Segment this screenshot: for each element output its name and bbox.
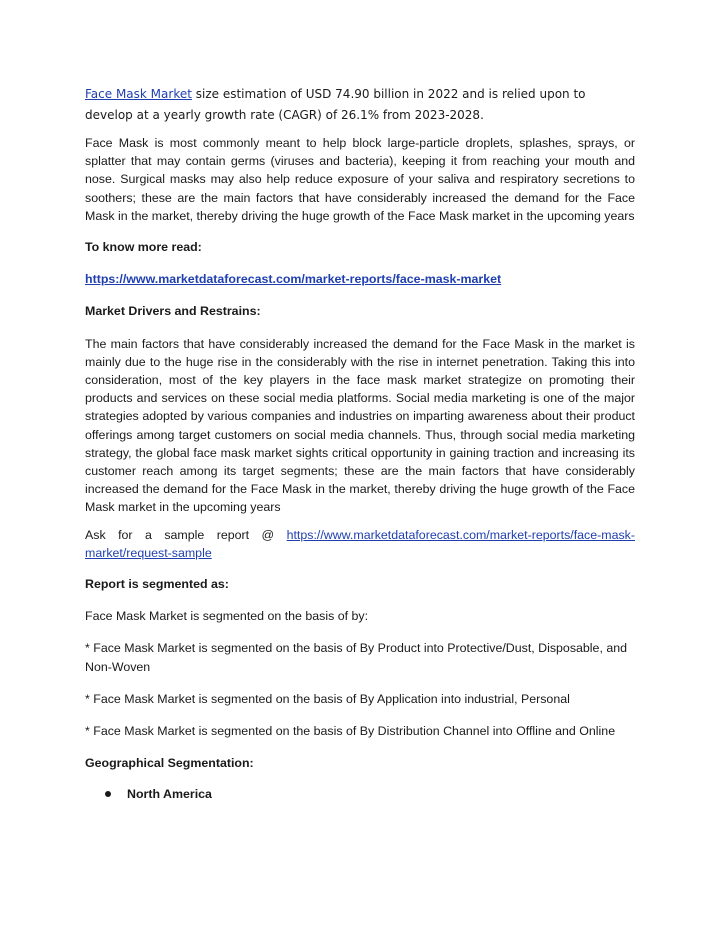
intro-text: size estimation of USD 74.90 billion in 2022 and is relied upon to develop at a yearly growth rate (CAGR) of 26.1% from 2023-2028. xyxy=(85,87,586,122)
region-label: North America xyxy=(127,787,212,802)
bullet-icon xyxy=(105,791,111,797)
sample-prefix: Ask for a sample report @ xyxy=(85,527,287,542)
drivers-paragraph: The main factors that have considerably increased the demand for the Face Mask in the market is mainly due to the huge rise in the considerably with the rise in internet penetration. Taking this into consideration, most of the key players in the face mask market strategize on promoting their products and services on these social media platforms. Social media marketing is one of the major strategies adopted by various companies and industries on imparting awareness about their product offerings among target customers on social media channels. Thus, through social media marketing strategy, the global face mask market sights critical opportunity in gaining traction and increasing its customer reach among its target segments; these are the main factors that have considerably increased the demand for the Face Mask in the market, thereby driving the huge growth of the Face Mask market in the upcoming years xyxy=(85,336,635,515)
drivers-heading: Market Drivers and Restrains: xyxy=(85,304,261,319)
know-more-heading: To know more read: xyxy=(85,240,202,255)
list-item xyxy=(85,787,635,801)
face-mask-description: Face Mask is most commonly meant to help block large-particle droplets, splashes, sprays, or splatter that may contain germs (viruses and bacteria), keeping it from reaching your mouth and nose. Surgical masks may also help reduce exposure of your saliva and respiratory secretions to soothers; these are the main factors that have considerably increased the demand for the Face Mask in the market, thereby driving the huge growth of the Face Mask market in the upcoming years xyxy=(85,136,635,223)
intro-paragraph xyxy=(85,84,635,125)
sample-request-paragraph xyxy=(85,526,635,562)
know-more-link-row xyxy=(85,270,635,288)
segment-item-product: * Face Mask Market is segmented on the basis of By Product into Protective/Dust, Disposable, and Non-Woven xyxy=(85,641,628,674)
document-page xyxy=(85,84,635,801)
face-mask-market-link[interactable]: Face Mask Market xyxy=(85,87,192,101)
geography-heading: Geographical Segmentation: xyxy=(85,756,254,771)
segmentation-heading: Report is segmented as: xyxy=(85,577,229,592)
report-link[interactable]: https://www.marketdataforecast.com/market-reports/face-mask-market xyxy=(85,272,502,287)
segment-item-application: * Face Mask Market is segmented on the basis of By Application into industrial, Personal xyxy=(85,691,570,706)
segmentation-intro: Face Mask Market is segmented on the basis of by: xyxy=(85,609,369,624)
sample-request-link[interactable]: https://www.marketdataforecast.com/market-reports/face-mask-market/request-sample xyxy=(85,527,635,560)
segment-item-distribution: * Face Mask Market is segmented on the basis of By Distribution Channel into Offline and Online xyxy=(85,724,616,739)
